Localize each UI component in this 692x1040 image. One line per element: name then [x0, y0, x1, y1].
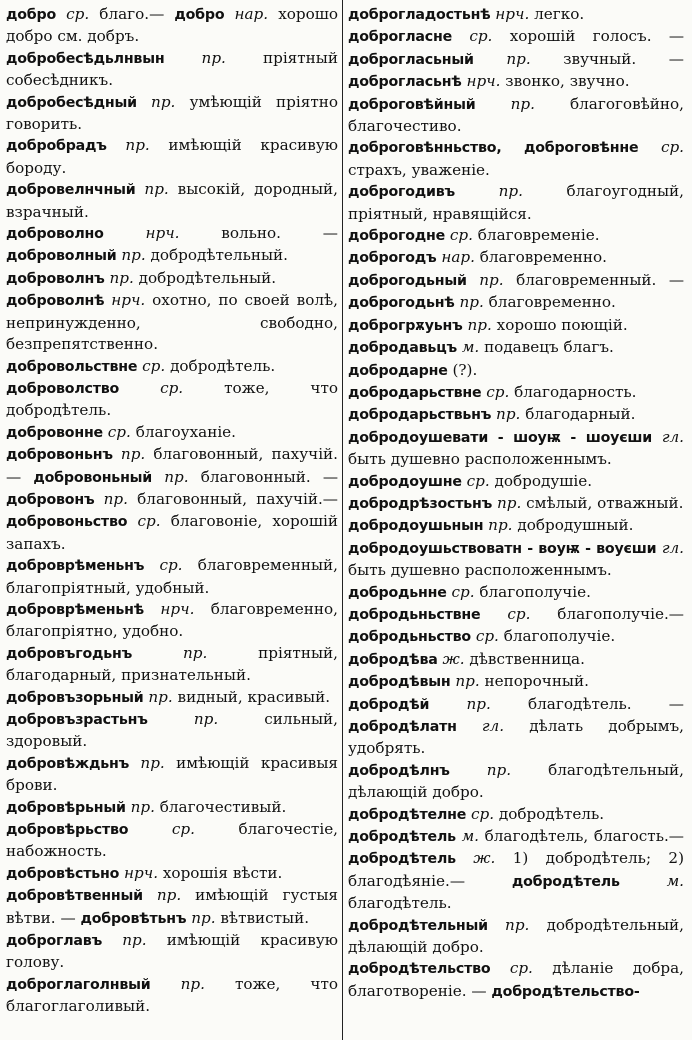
definition: хорошія вѣсти.: [162, 863, 283, 882]
headword: доброволнъ: [6, 270, 105, 287]
dictionary-entry: [348, 225, 684, 247]
definition: умѣющій пріятно говорить.: [6, 92, 339, 134]
definition: пріятный собесѣдникъ.: [6, 48, 338, 90]
definition: непорочный.: [484, 672, 589, 691]
definition: добродушіе.: [494, 471, 593, 490]
definition: дѣланіе добра, благотвореніе. —: [348, 959, 684, 1000]
definition: благоуханіе.: [135, 422, 236, 441]
grammar-label: нрч.: [124, 863, 159, 882]
grammar-label: ср.: [507, 604, 531, 623]
left-column: [6, 4, 338, 1036]
definition: благовонный, пахучій.—: [137, 489, 338, 508]
definition: смѣлый, отважный.: [526, 493, 684, 512]
definition: благодарность.: [514, 382, 637, 401]
definition: подавецъ благъ.: [484, 338, 614, 357]
headword: доброгрѫуьнъ: [348, 317, 463, 334]
headword: добровелнчный: [6, 182, 136, 199]
dictionary-entry: [348, 382, 684, 404]
grammar-label: м.: [461, 338, 480, 357]
headword: добровъгодьнъ: [6, 645, 133, 662]
column-divider: [342, 0, 343, 1040]
dictionary-entry: [348, 360, 684, 382]
grammar-label: нрч.: [145, 224, 180, 243]
grammar-label: ср.: [475, 627, 499, 646]
definition: звучный. —: [563, 49, 684, 68]
dictionary-entry: [348, 582, 684, 604]
grammar-label: нрч.: [495, 5, 530, 23]
headword: доброволный: [6, 248, 117, 265]
grammar-label: пр.: [201, 48, 226, 67]
dictionary-entry: [348, 94, 684, 138]
dictionary-entry: [6, 599, 338, 643]
definition: имѣющій густыя вѣтви. —: [6, 886, 339, 927]
headword: добродѣтельный: [348, 917, 488, 934]
headword: добробесѣдьлнвын: [6, 50, 165, 67]
definition: благодарный.: [525, 405, 636, 424]
grammar-label: пр.: [103, 489, 128, 508]
definition: благополучіе.: [479, 582, 591, 601]
headword: добродоушьствоватн - воуѭ - воуєши: [348, 540, 657, 557]
grammar-label: пр.: [140, 753, 165, 772]
grammar-label: ср.: [159, 556, 183, 575]
headword: доброгодивъ: [348, 184, 456, 201]
dictionary-entry: [348, 315, 684, 337]
dictionary-entry: [348, 493, 684, 515]
dictionary-entry: [348, 760, 684, 804]
grammar-label: пр.: [151, 92, 176, 111]
grammar-label: пр.: [506, 49, 531, 68]
grammar-label: пр.: [120, 445, 146, 464]
dictionary-entry: [348, 915, 684, 959]
dictionary-entry: [6, 4, 338, 48]
grammar-label: пр.: [193, 710, 219, 728]
dictionary-entry: [6, 422, 338, 444]
definition: добродѣтельный.: [138, 268, 277, 287]
grammar-label: нрч.: [111, 291, 146, 310]
headword: добродьнне: [348, 584, 447, 601]
definition: хорошо добро см. добръ.: [6, 5, 339, 46]
definition: благодѣтельный, дѣлающій добро.: [348, 760, 684, 802]
definition: благовоніе, хорошій запахъ.: [6, 512, 339, 553]
headword: добродоушевати - шоуѭ - шоуєши: [348, 429, 653, 446]
headword: доброгласне: [348, 29, 453, 46]
grammar-label: пр.: [459, 293, 484, 312]
headword: добровоньнъ: [6, 447, 113, 464]
dictionary-entry: [6, 819, 338, 863]
headword: добродрѣзостьнъ: [348, 495, 493, 512]
headword: доброволнѣ: [6, 293, 105, 310]
dictionary-entry: [348, 337, 684, 359]
definition: вѣтвистый.: [220, 908, 310, 927]
grammar-label: ср.: [509, 959, 533, 978]
definition: добродѣтельный.: [150, 246, 288, 265]
dictionary-entry: [6, 797, 338, 819]
definition: благовременно, благопріятно, удобно.: [6, 599, 338, 641]
grammar-label: гл.: [661, 538, 684, 557]
grammar-label: ср.: [449, 226, 473, 245]
grammar-label: пр.: [455, 672, 480, 691]
grammar-label: пр.: [466, 694, 491, 713]
dictionary-entry: [348, 4, 684, 26]
grammar-label: пр.: [121, 246, 146, 265]
definition: имѣющій красивыя брови.: [6, 753, 338, 795]
dictionary-entry: [348, 958, 684, 1003]
grammar-label: ср.: [451, 582, 475, 601]
headword: добровѣрьный: [6, 799, 126, 816]
grammar-label: ср.: [142, 356, 166, 375]
headword: добродѣва: [348, 651, 438, 668]
headword: доброволно: [6, 226, 104, 243]
headword: доброгодне: [348, 228, 446, 245]
headword: доброглавъ: [6, 933, 103, 950]
headword: доброговѣйный: [348, 96, 476, 113]
headword: добровонне: [6, 424, 103, 441]
headword: доброволство: [6, 380, 120, 397]
definition: тоже, что благоглаголивый.: [6, 974, 338, 1016]
grammar-label: м.: [461, 827, 479, 846]
headword: добродѣтель: [348, 851, 456, 868]
definition: пріятный, благодарный, признательный.: [6, 643, 338, 685]
headword: добродоушне: [348, 473, 462, 490]
dictionary-entry: [348, 270, 684, 315]
headword: добродѣвын: [348, 674, 451, 691]
dictionary-entry: [6, 268, 338, 290]
dictionary-entry: [6, 290, 338, 355]
dictionary-entry: [6, 135, 338, 179]
headword: добровоньный: [33, 469, 153, 486]
grammar-label: нар.: [234, 5, 269, 23]
headword: добродьньство: [348, 629, 471, 646]
headword: добровѣтвенный: [6, 888, 143, 905]
headword: доброгласьный: [348, 51, 474, 68]
headword: добровъзрастьнъ: [6, 712, 148, 728]
definition: благовременно.: [479, 248, 607, 267]
grammar-label: ср.: [469, 27, 493, 46]
dictionary-entry: [348, 538, 684, 582]
definition: добродушный.: [517, 516, 634, 535]
grammar-label: нар.: [441, 248, 475, 267]
dictionary-entry: [6, 356, 338, 378]
headword: добровѣждьнъ: [6, 755, 130, 772]
headword: доброврѣменьнѣ: [6, 601, 145, 618]
grammar-label: пр.: [486, 760, 512, 779]
grammar-label: пр.: [505, 915, 530, 934]
dictionary-entry: [6, 974, 338, 1018]
grammar-label: пр.: [496, 405, 521, 424]
definition: видный, красивый.: [177, 687, 331, 706]
headword: доброврѣменьнъ: [6, 558, 145, 575]
dictionary-entry: [6, 378, 338, 422]
definition: высокій, дородный, взрачный.: [6, 180, 339, 221]
definition: благоугодный, пріятный, нравящійся.: [348, 182, 685, 223]
dictionary-entry: [348, 471, 684, 493]
dictionary-entry: [6, 444, 338, 555]
definition: добродѣтельный, дѣлающій добро.: [348, 915, 685, 957]
grammar-label: ср.: [660, 138, 684, 157]
definition: тоже, что добродѣтель.: [6, 378, 339, 420]
grammar-label: ср.: [486, 382, 510, 401]
dictionary-entry: [348, 137, 684, 181]
headword: добробесѣдный: [6, 94, 137, 111]
definition: благовременный. —: [516, 270, 685, 289]
headword: доброгодьный: [348, 272, 467, 289]
dictionary-entry: [6, 753, 338, 797]
headword: добровоньство: [6, 514, 128, 531]
grammar-label: пр.: [191, 908, 216, 927]
grammar-label: пр.: [510, 94, 535, 113]
headword: добродѣлатн: [348, 719, 457, 735]
grammar-label: пр.: [496, 493, 522, 512]
definition: благовонный. —: [200, 467, 339, 486]
headword: добродѣтель: [348, 829, 456, 846]
headword: добродѣтелне: [348, 806, 467, 823]
headword: добродѣтель: [511, 873, 620, 890]
grammar-label: гл.: [481, 717, 505, 735]
grammar-label: пр.: [122, 931, 147, 950]
dictionary-entry: [6, 555, 338, 599]
grammar-label: пр.: [182, 643, 208, 662]
dictionary-entry: [348, 404, 684, 426]
dictionary-entry: [6, 92, 338, 136]
dictionary-entry: [348, 804, 684, 826]
headword: добродавьцъ: [348, 340, 457, 357]
definition: добродѣтель.: [170, 356, 276, 375]
headword: доброгодьнѣ: [348, 295, 455, 312]
grammar-label: м.: [666, 871, 684, 890]
grammar-label: пр.: [467, 315, 492, 334]
grammar-label: ср.: [137, 512, 161, 531]
dictionary-entry: [348, 694, 684, 760]
grammar-label: ср.: [66, 5, 90, 23]
grammar-label: пр.: [125, 136, 150, 155]
grammar-label: нрч.: [466, 72, 501, 91]
grammar-label: пр.: [180, 974, 205, 993]
definition: благо.—: [99, 5, 165, 23]
dictionary-entry: [348, 26, 684, 93]
headword: доброглаголнвый: [6, 976, 151, 993]
grammar-label: ср.: [160, 378, 184, 397]
grammar-label: ср.: [471, 804, 495, 823]
headword: добродарьствне: [348, 384, 482, 401]
headword: добровѣрьство: [6, 822, 129, 839]
dictionary-entry: [348, 427, 684, 471]
headword: добро: [174, 7, 225, 23]
definition: быть душевно расположеннымъ.: [348, 450, 612, 469]
definition: благовременіе.: [477, 226, 600, 245]
dictionary-entry: [348, 247, 684, 269]
definition: благополучіе.—: [557, 604, 684, 623]
dictionary-entry: [6, 687, 338, 709]
headword: доброгодъ: [348, 250, 437, 267]
definition: благодѣтель.: [348, 894, 452, 913]
headword: доброговѣнньство, доброговѣнне: [348, 140, 639, 157]
headword: добродѣй: [348, 696, 430, 713]
dictionary-entry: [348, 649, 684, 671]
definition: дѣлать добрымъ, удобрять.: [348, 717, 684, 758]
dictionary-entry: [348, 604, 684, 649]
grammar-label: ср.: [171, 820, 195, 839]
headword: добродарне: [348, 362, 448, 379]
definition: благочестіе, набожность.: [6, 820, 339, 861]
headword: добро: [6, 7, 57, 23]
definition: благочестивый.: [159, 797, 287, 816]
definition: благовременный, благопріятный, удобный.: [6, 556, 339, 597]
dictionary-entry: [348, 515, 684, 537]
headword: добродарьствьнъ: [348, 407, 492, 424]
dictionary-entry: [348, 826, 684, 915]
definition: благодѣтель. —: [528, 694, 684, 713]
grammar-label: пр.: [479, 270, 504, 289]
headword: добродѣтельство-: [491, 983, 640, 1000]
headword: добровѣтьнъ: [80, 910, 187, 927]
definition: имѣющій красивую голову.: [6, 931, 339, 972]
dictionary-entry: [6, 223, 338, 268]
grammar-label: ж.: [473, 849, 496, 868]
headword: добровонъ: [6, 491, 95, 508]
dictionary-entry: [6, 863, 338, 885]
dictionary-entry: [6, 930, 338, 974]
definition: благовонный, пахучій. —: [6, 445, 338, 486]
definition: благоговѣйно, благочестиво.: [348, 94, 684, 136]
grammar-label: пр.: [148, 687, 173, 706]
definition: сильный, здоровый.: [6, 710, 339, 751]
definition: (?).: [452, 360, 478, 379]
grammar-label: пр.: [488, 516, 513, 535]
headword: добровѣстьно: [6, 865, 120, 882]
headword: добробрадъ: [6, 138, 107, 155]
definition: имѣющій красивую бороду.: [6, 136, 339, 177]
definition: звонко, звучно.: [505, 72, 630, 91]
headword: доброгласьнѣ: [348, 74, 462, 91]
definition: благодѣтель, благость.—: [484, 827, 684, 846]
definition: 1) добродѣтель; 2) благодѣяніе.—: [348, 849, 684, 890]
definition: добродѣтель.: [498, 804, 605, 823]
dictionary-entry: [6, 48, 338, 92]
headword: добровольствне: [6, 358, 138, 375]
definition: благополучіе.: [503, 627, 616, 646]
grammar-label: ср.: [466, 471, 490, 490]
definition: хорошо поющій.: [496, 315, 628, 334]
grammar-label: ж.: [442, 649, 465, 668]
definition: дѣвственница.: [469, 649, 585, 668]
grammar-label: пр.: [144, 180, 169, 199]
headword: добродоушьнын: [348, 518, 484, 535]
dictionary-entry: [348, 671, 684, 693]
grammar-label: пр.: [498, 182, 523, 201]
grammar-label: пр.: [109, 268, 134, 287]
dictionary-entry: [6, 885, 338, 930]
dictionary-entry: [6, 643, 338, 687]
grammar-label: нрч.: [160, 599, 195, 618]
right-column: [348, 4, 684, 1036]
definition: благовременно.: [488, 293, 616, 312]
grammar-label: пр.: [164, 467, 189, 486]
dictionary-entry: [348, 181, 684, 225]
definition: легко.: [534, 5, 585, 23]
headword: добродѣлнъ: [348, 762, 450, 779]
definition: страхъ, уваженіе.: [348, 160, 490, 179]
dictionary-entry: [6, 709, 338, 753]
grammar-label: пр.: [156, 886, 182, 905]
headword: доброгладостьнѣ: [348, 7, 491, 23]
headword: добродѣтельство: [348, 961, 491, 978]
headword: добродьньствне: [348, 606, 481, 623]
grammar-label: ср.: [107, 422, 131, 441]
definition: охотно, по своей волѣ, непринужденно, свободно, безпрепятственно.: [6, 291, 338, 354]
headword: добровъзорьный: [6, 689, 144, 706]
grammar-label: пр.: [130, 797, 155, 816]
definition: хорошій голосъ. —: [509, 27, 685, 46]
definition: быть душевно расположеннымъ.: [348, 561, 612, 580]
dictionary-entry: [6, 179, 338, 223]
grammar-label: гл.: [661, 427, 684, 446]
definition: вольно. —: [221, 224, 338, 243]
